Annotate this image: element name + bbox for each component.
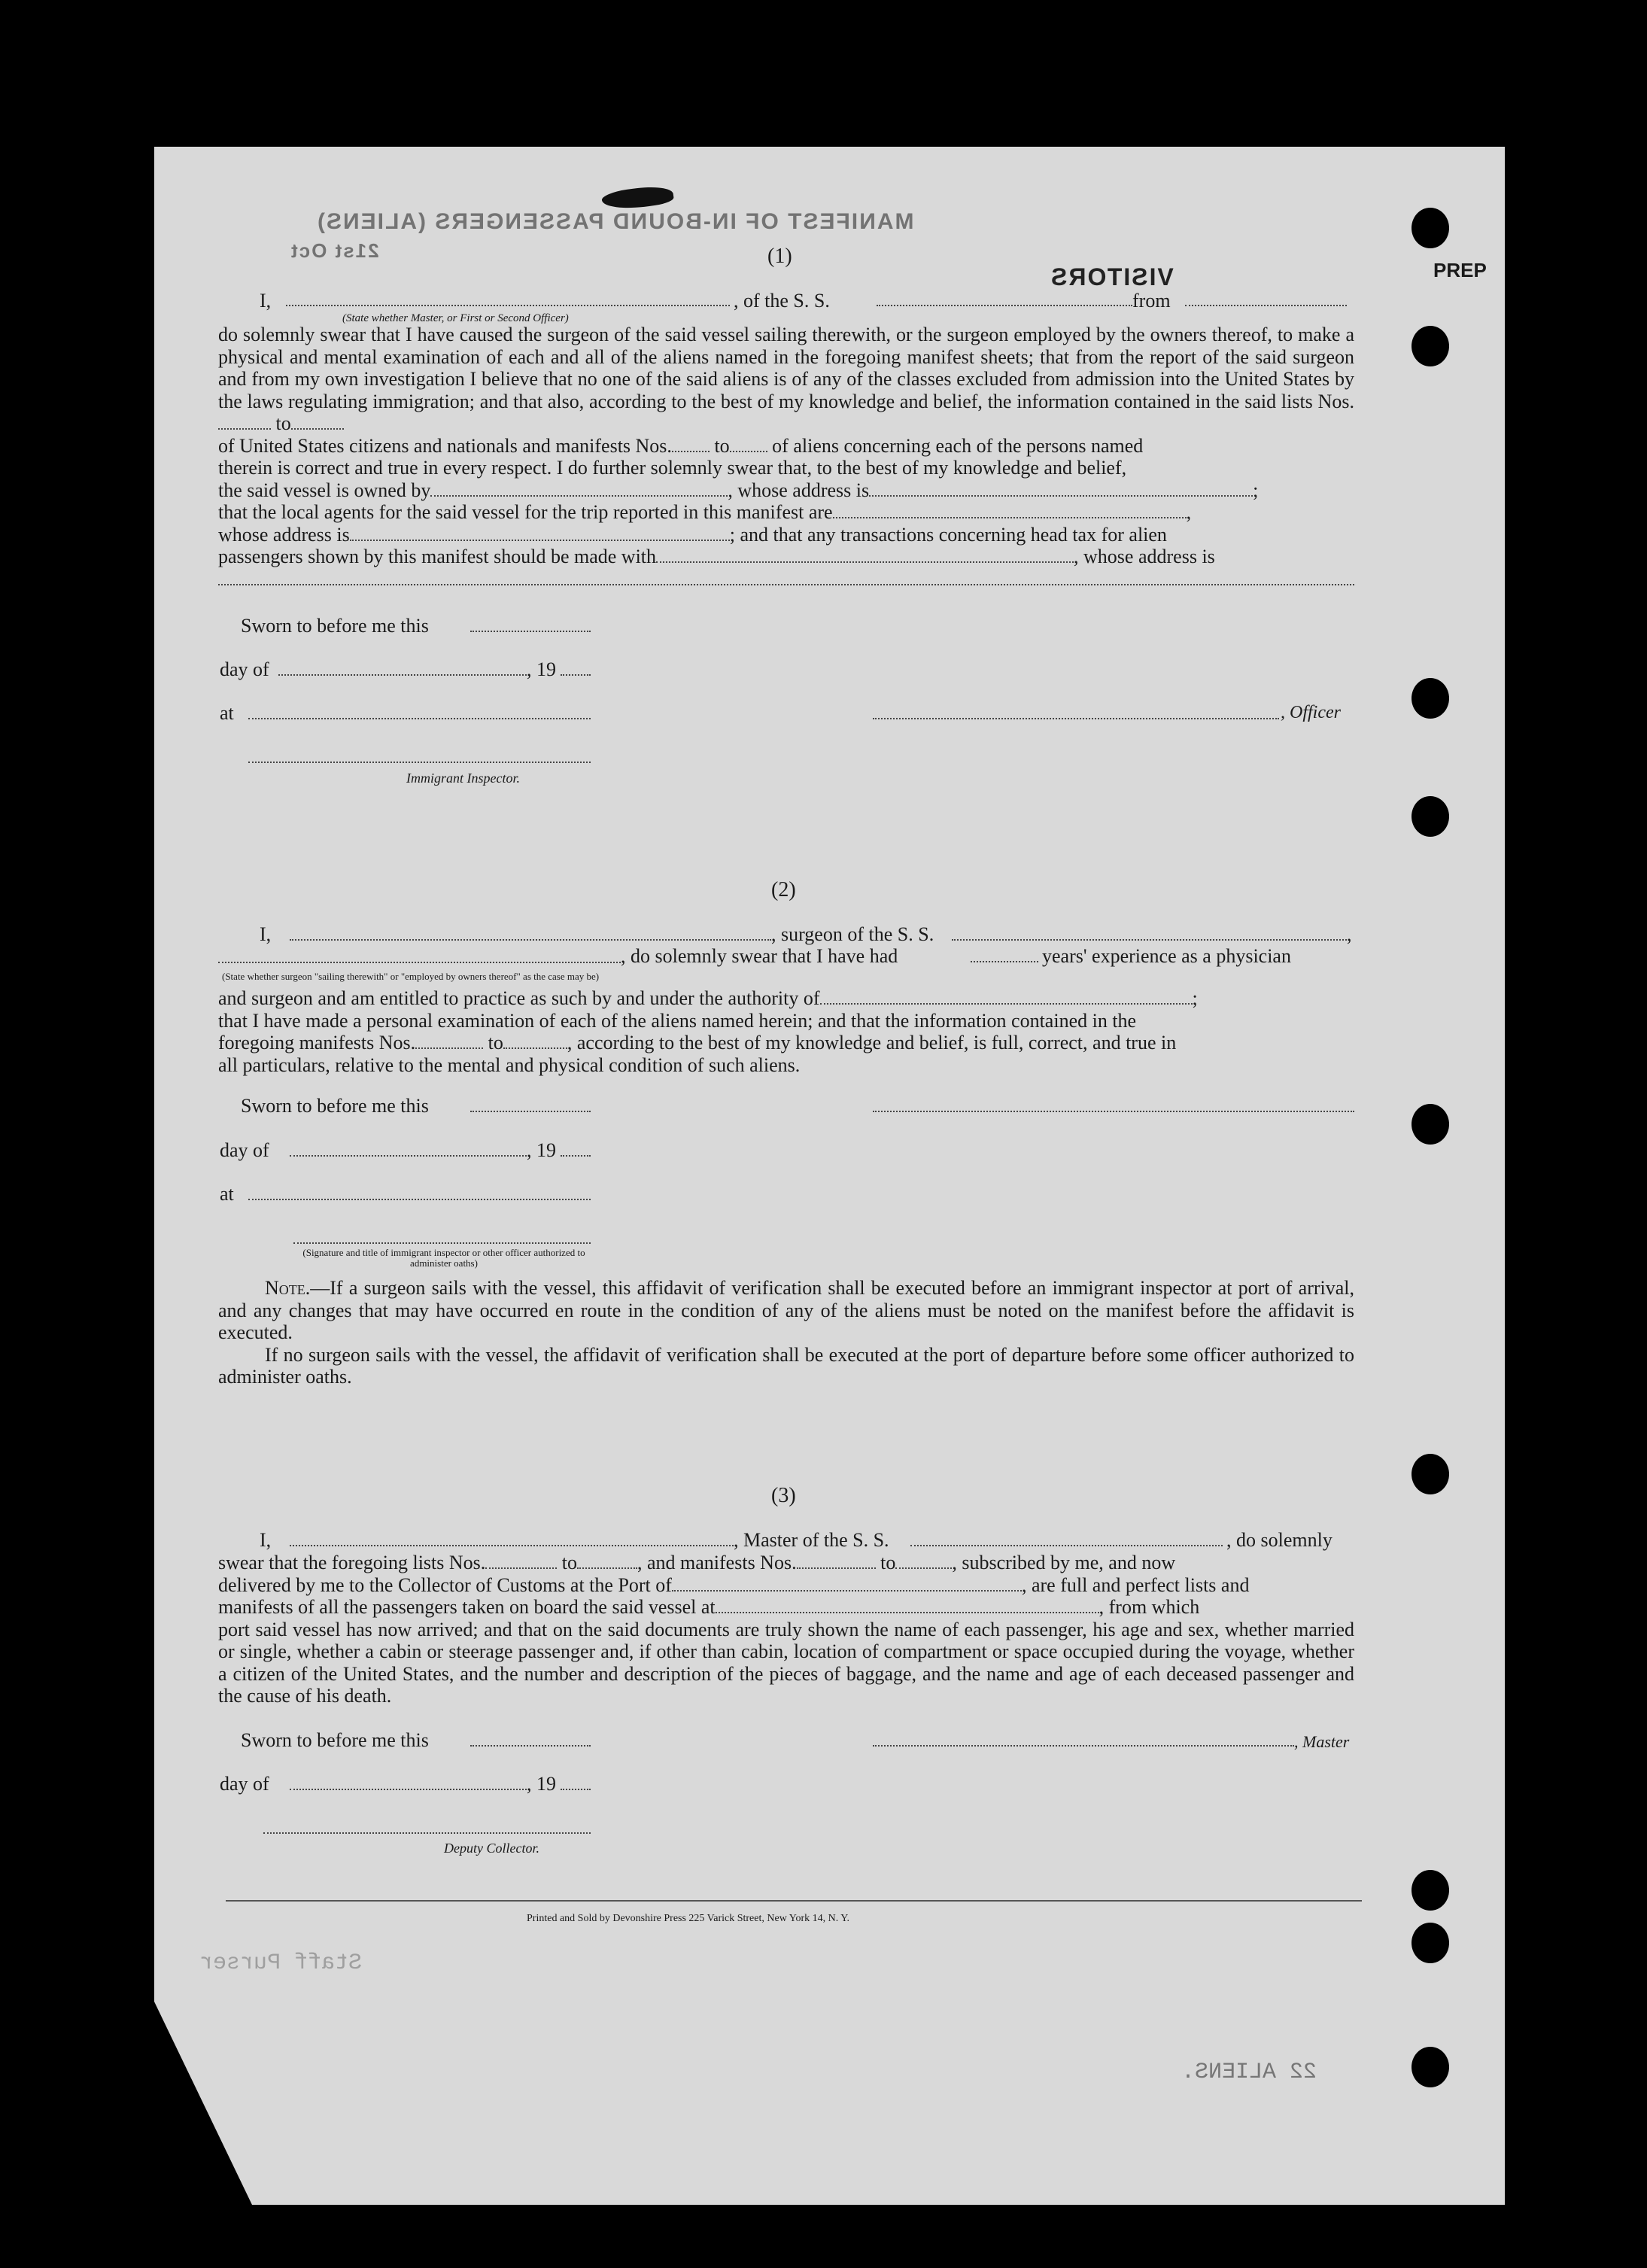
s3-do-solemnly: , do solemnly xyxy=(1226,1529,1332,1551)
s3-year-field[interactable] xyxy=(561,1789,591,1790)
s3-deputy: Deputy Collector. xyxy=(444,1841,539,1856)
s2-at-field[interactable] xyxy=(248,1199,591,1200)
punch-hole xyxy=(1411,326,1449,366)
s1-inspector-sign[interactable] xyxy=(248,762,591,763)
printer-imprint: Printed and Sold by Devonshire Press 225 Varick Street, New York 14, N. Y. xyxy=(527,1913,850,1924)
s1-body: do solemnly swear that I have caused the surgeon of the said vessel sailing therewith, or the surgeon employed by the owners thereof, to make a physical and mental examination of each and all of the aliens named in the foregoing manifest sheets; that from the report of the said surgeon and from my own investigation I believe that no one of the said aliens is of any of the classes excluded from admission into the United States by the laws regulating immigration; and that also, according to the best of my knowledge and belief, the information contained in the said lists Nos. to of United States citizens and nationals and manifests Nos. to of aliens concerning each of the persons named therein is correct and true in every respect. I do further solemnly swear that, to the best of my knowledge and belief, the said vessel is owned by , whose address is ; that the local agents for the said vessel for the trip reported in this manifest are , whose address is ; and that any transactions concerning head tax for alien passengers shown by this manifest should be made with , whose address is xyxy=(218,324,1354,590)
bleed-staff-purser: Staff Purser xyxy=(199,1950,363,1976)
s3-collector-sign[interactable] xyxy=(263,1832,591,1834)
s2-solemnly: , do solemnly swear that I have had xyxy=(621,945,898,967)
s2-day-of: day of xyxy=(220,1139,269,1161)
date-fragment: 21st Oct xyxy=(290,239,379,262)
s2-officer-sign[interactable] xyxy=(293,1242,591,1244)
visitors-stamp: VISITORS xyxy=(1050,263,1174,290)
section2-marker: (2) xyxy=(771,878,796,901)
s2-year-field[interactable] xyxy=(561,1155,591,1157)
s2-sig-note: (Signature and title of immigrant inspector or other officer authorized to administer oaths) xyxy=(302,1247,585,1269)
s3-sworn-field[interactable] xyxy=(470,1745,591,1747)
s3-year: , 19 xyxy=(527,1773,556,1795)
s2-surgeon-sign[interactable] xyxy=(873,1111,1354,1112)
s3-i: I, xyxy=(260,1529,272,1551)
s3-name-field[interactable] xyxy=(290,1545,734,1546)
s2-i: I, xyxy=(260,923,272,945)
s3-sworn: Sworn to before me this xyxy=(241,1729,429,1751)
footer-rule xyxy=(226,1900,1362,1902)
s1-sworn: Sworn to before me this xyxy=(241,615,429,637)
s1-day-of: day of xyxy=(220,658,269,680)
s1-year: , 19 xyxy=(527,658,556,680)
s1-at: at xyxy=(220,702,234,724)
s3-master: , Master xyxy=(1294,1732,1350,1751)
punch-hole xyxy=(1411,208,1449,248)
s2-sworn: Sworn to before me this xyxy=(241,1095,429,1117)
s1-officer-field[interactable] xyxy=(286,305,730,306)
s2-sworn-field[interactable] xyxy=(470,1111,591,1112)
s2-note-block: Note.—If a surgeon sails with the vessel, this affidavit of verification shall be executed before an immigrant inspector at port of arrival, and any changes that may have occurred en route in the condition of any of the aliens must be noted on the manifest before the affidavit is executed. If no surgeon sails with the vessel, the affidavit of verification shall be executed at the port of departure before some officer authorized to administer oaths. xyxy=(218,1277,1354,1388)
section1-marker: (1) xyxy=(767,245,792,268)
s3-vessel-field[interactable] xyxy=(910,1545,1223,1546)
s1-sworn-field[interactable] xyxy=(470,631,591,632)
punch-hole xyxy=(1411,678,1449,719)
s2-at: at xyxy=(220,1183,234,1205)
punch-hole xyxy=(1411,1923,1449,1963)
s2-years: years' experience as a physician xyxy=(1042,945,1291,967)
s1-officer-sign[interactable] xyxy=(873,718,1279,719)
s1-year-field[interactable] xyxy=(561,674,591,676)
s1-day-field[interactable] xyxy=(278,674,527,676)
torn-corner xyxy=(154,2002,252,2205)
s2-body: and surgeon and am entitled to practice as such by and under the authority of ; that I have made a personal examination of each of the aliens named herein; and that the information contained in the foregoing manifests Nos. to , according to the best of my knowledge and belief, is full, correct, and true in all particulars, relative to the mental and physical condition of such aliens. xyxy=(218,987,1198,1076)
s3-master-of: , Master of the S. S. xyxy=(734,1529,889,1551)
s3-body: swear that the foregoing lists Nos. to , and manifests Nos. to , subscribed by me, and now delivered by me to the Collector of Customs at the Port of , are full and perfect lists and manifests of all the passengers taken on board the said vessel at , from which port said vessel has now arrived; and that on the said documents are truly shown the name of each passenger, his age and sex, whether married or single, whether a cabin or steerage passenger and, if other than cabin, location of compartment or space occupied during the voyage, whether a citizen of the United States, and the number and description of the pieces of baggage, and the name and age of each deceased passenger and the cause of his death. xyxy=(218,1552,1354,1707)
punch-hole xyxy=(1411,1870,1449,1911)
s1-from: from xyxy=(1132,290,1171,312)
s1-at-field[interactable] xyxy=(248,718,591,719)
punch-hole xyxy=(1411,796,1449,837)
punch-hole xyxy=(1411,1454,1449,1494)
s2-capacity-field[interactable] xyxy=(218,962,621,963)
s1-state-note: (State whether Master, or First or Second Officer) xyxy=(342,312,569,324)
punch-hole xyxy=(1411,2047,1449,2087)
s1-officer: , Officer xyxy=(1281,703,1341,722)
s1-from-field[interactable] xyxy=(1185,305,1347,306)
s1-vessel-field[interactable] xyxy=(877,305,1132,306)
s2-years-field[interactable] xyxy=(971,961,1038,962)
manifest-title: MANIFEST OF IN-BOUND PASSENGERS (ALIENS) xyxy=(316,209,914,234)
s2-note: (State whether surgeon "sailing therewith" or "employed by owners thereof" as the case may be) xyxy=(222,971,600,982)
s2-vessel-field[interactable] xyxy=(952,939,1347,941)
s2-surgeon-of: , surgeon of the S. S. xyxy=(771,923,934,945)
s3-master-sign[interactable] xyxy=(873,1745,1294,1747)
s3-day-of: day of xyxy=(220,1773,269,1795)
s2-year: , 19 xyxy=(527,1139,556,1161)
section3-marker: (3) xyxy=(771,1484,796,1507)
s2-name-field[interactable] xyxy=(290,939,771,941)
punch-hole xyxy=(1411,1104,1449,1145)
bleed-aliens-count: 22 ALIENS. xyxy=(1181,2060,1317,2085)
s2-day-field[interactable] xyxy=(290,1155,527,1157)
s1-i: I, xyxy=(260,290,272,312)
s3-day-field[interactable] xyxy=(290,1789,527,1790)
s1-inspector: Immigrant Inspector. xyxy=(406,771,520,786)
s1-of-ss: , of the S. S. xyxy=(734,290,830,312)
prepared-by: PREP xyxy=(1433,259,1487,281)
